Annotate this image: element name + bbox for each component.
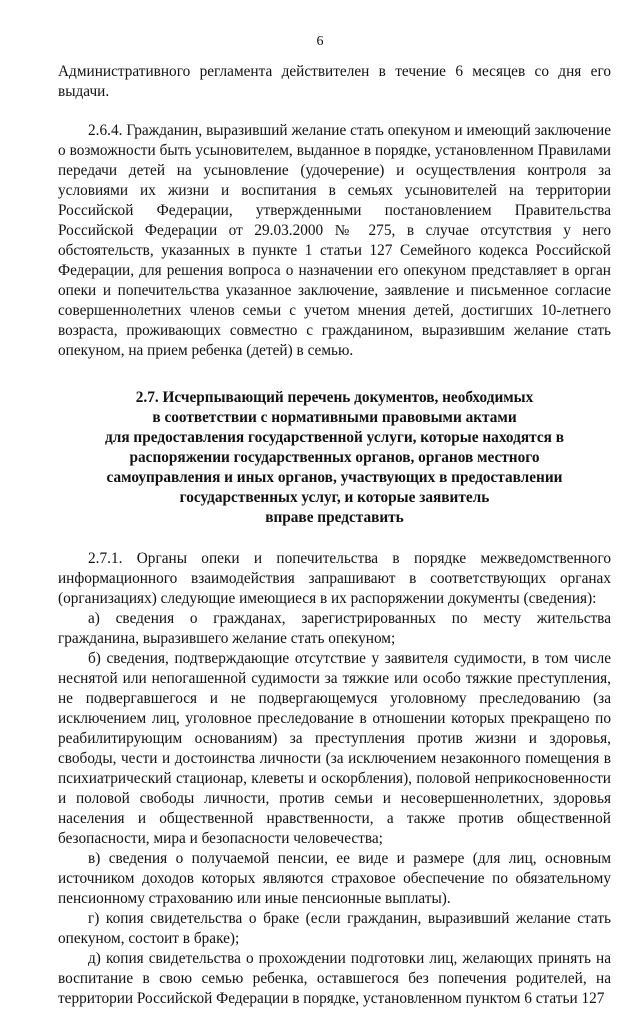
heading-line: 2.7. Исчерпывающий перечень документов, необходимых [135,389,534,406]
paragraph-2-6-4: 2.6.4. Гражданин, выразивший желание стать опекуном и имеющий заключение о возможности быть усыновителем, выданное в порядке, установленном Правилами передачи детей на усыновление (удочерение) и осуществления контроля за условиями их жизни и воспитания в семьях усыновителей на территории Российской Федерации, утвержденными постановлением Правительства Российской Федерации от 29.03.2000 № 275, в случае отсутствия у него обстоятельств, указанных в пункте 1 статьи 127 Семейного кодекса Российской Федерации, для решения вопроса о назначении его опекуном представляет в орган опеки и попечительства указанное заключение, заявление и письменное согласие совершеннолетних членов семьи с учетом мнения детей, достигших 10-летнего возраста, проживающих совместно с гражданином, выразившим желание стать опекуном, на прием ребенка (детей) в семью. [58,122,611,359]
list-item-d: д) копия свидетельства о прохождении подготовки лиц, желающих принять на воспитание в свою семью ребенка, оставшегося без попечения родителей, на территории Российской Федерации в порядке, установленном пунктом 6 статьи 127 [58,950,611,1007]
paragraph-2-7-1: 2.7.1. Органы опеки и попечительства в порядке межведомственного информационного взаимодействия запрашивают в соответствующих органах (организациях) следующие имеющиеся в их распоряжении документы (сведения): [58,550,611,607]
heading-line: вправе представить [265,509,404,526]
section-heading-2-7 [58,388,611,528]
heading-line: государственных услуг, и которые заявитель [179,489,490,506]
heading-line: в соответствии с нормативными правовыми актами [152,409,517,426]
page-number: 6 [316,34,324,49]
list-item-a: а) сведения о гражданах, зарегистрированных по месту жительства гражданина, выразившего желание стать опекуном; [58,610,611,647]
document-body [58,62,611,1009]
heading-line: распоряжении государственных органов, органов местного [129,449,540,466]
continuation-paragraph: Административного регламента действителен в течение 6 месяцев со дня его выдачи. [58,63,611,100]
list-item-g: г) копия свидетельства о браке (если гражданин, выразивший желание стать опекуном, состоит в браке); [58,910,611,947]
list-item-b: б) сведения, подтверждающие отсутствие у заявителя судимости, в том числе неснятой или непогашенной судимости за тяжкие или особо тяжкие преступления, не подвергавшегося и не подвергающемуся уголовному преследованию (за исключением лиц, уголовное преследование в отношении которых прекращено по реабилитирующим основаниям) за преступления против жизни и здоровья, свободы, чести и достоинства личности (за исключением незаконного помещения в психиатрический стационар, клеветы и оскорбления), половой неприкосновенности и половой свободы личности, против семьи и несовершеннолетних, здоровья населения и общественной нравственности, а также против общественной безопасности, мира и безопасности человечества; [58,650,611,847]
heading-line: для предоставления государственной услуги, которые находятся в [105,429,564,446]
list-item-v: в) сведения о получаемой пенсии, ее виде и размере (для лиц, основным источником доходов которых являются страховое обеспечение по обязательному пенсионному страхованию или иные пенсионные выплаты). [58,850,611,907]
heading-line: самоуправления и иных органов, участвующих в предоставлении [106,469,563,486]
